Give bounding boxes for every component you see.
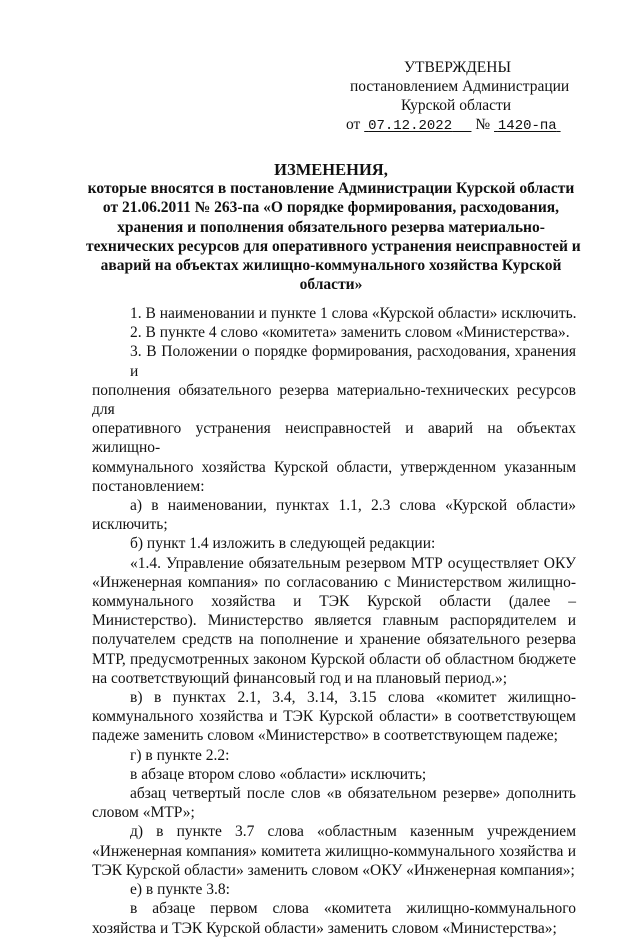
title-line: от 21.06.2011 № 263-па «О порядке формирования, расходования, <box>102 199 560 217</box>
document-body <box>92 304 576 938</box>
body-line: получателем средств на пополнение и хранение обязательного резерва <box>92 631 576 649</box>
body-line: ТЭК Курской области» заменить словом «ОКУ «Инженерная компания»; <box>92 861 575 879</box>
body-line: пополнения обязательного резерва материально-технических ресурсов для <box>92 381 576 419</box>
body-line: г) в пункте 2.2: <box>130 746 230 764</box>
body-line: е) в пункте 3.8: <box>130 881 230 899</box>
body-line: б) пункт 1.4 изложить в следующей редакции: <box>130 535 436 553</box>
approval-number: 1420-па <box>497 118 557 134</box>
body-line: словом «МТР»; <box>92 804 195 822</box>
body-line: 3. В Положении о порядке формирования, расходования, хранения и <box>130 343 576 380</box>
title-line: хранения и пополнения обязательного резерва материально- <box>117 218 545 236</box>
body-line: падеже заменить словом «Министерство» в соответствующем падеже; <box>92 727 558 745</box>
title-heading: ИЗМЕНЕНИЯ, <box>274 160 388 179</box>
body-line: «1.4. Управление обязательным резервом МТР осуществляет ОКУ <box>130 554 576 572</box>
body-line: в абзаце втором слово «области» исключить; <box>130 765 427 783</box>
body-line: коммунального хозяйства и ТЭК Курской области» в соответствующем <box>92 708 576 726</box>
body-line: 2. В пункте 4 слово «комитета» заменить словом «Министерства». <box>130 324 570 342</box>
body-line: постановлением: <box>92 477 205 495</box>
body-line: коммунального хозяйства и ТЭК Курской области (далее – <box>92 593 576 611</box>
title-line: аварий на объектах жилищно-коммунального хозяйства Курской <box>100 257 562 275</box>
body-line: абзац четвертый после слов «в обязательном резерве» дополнить <box>130 785 576 803</box>
body-line: коммунального хозяйства Курской области, утвержденном указанным <box>92 458 576 476</box>
body-line: хозяйства и ТЭК Курской области» заменить словом «Министерства»; <box>92 919 557 937</box>
approval-date-number <box>340 115 600 136</box>
document-title <box>86 160 581 294</box>
approval-line-2: постановлением Администрации <box>350 78 570 95</box>
approval-date: 07.12.2022 <box>368 118 453 134</box>
number-prefix: № <box>475 116 491 133</box>
body-line: «Инженерная компания» по согласованию с Министерством жилищно- <box>92 573 576 591</box>
approval-block <box>340 58 600 136</box>
body-line: МТР, предусмотренных законом Курской области об областном бюджете <box>92 650 576 668</box>
body-line: в абзаце первом слова «комитета жилищно-коммунального <box>130 900 576 918</box>
body-line: «Инженерная компания» комитета жилищно-коммунального хозяйства и <box>92 842 576 860</box>
body-line: 1. В наименовании и пункте 1 слова «Курской области» исключить. <box>130 305 577 322</box>
body-line: д) в пункте 3.7 слова «областным казенным учреждением <box>130 823 576 841</box>
body-line: исключить; <box>92 516 168 534</box>
body-line: на соответствующий финансовый год и на плановый период.»; <box>92 669 508 687</box>
approval-line-3: Курской области <box>401 97 512 114</box>
body-line: оперативного устранения неисправностей и аварий на объектах жилищно- <box>92 420 576 457</box>
title-line: которые вносятся в постановление Администрации Курской области <box>87 180 575 198</box>
body-line: а) в наименовании, пунктах 1.1, 2.3 слова «Курской области» <box>130 497 576 515</box>
title-line: технических ресурсов для оперативного устранения неисправностей и <box>86 237 581 255</box>
date-prefix: от <box>346 116 361 133</box>
approval-heading: УТВЕРЖДЕНЫ <box>404 59 511 76</box>
title-line: области» <box>299 276 363 294</box>
body-line: в) в пунктах 2.1, 3.4, 3.14, 3.15 слова «комитет жилищно- <box>130 689 576 707</box>
body-line: Министерство). Министерство является главным распорядителем и <box>92 612 576 630</box>
